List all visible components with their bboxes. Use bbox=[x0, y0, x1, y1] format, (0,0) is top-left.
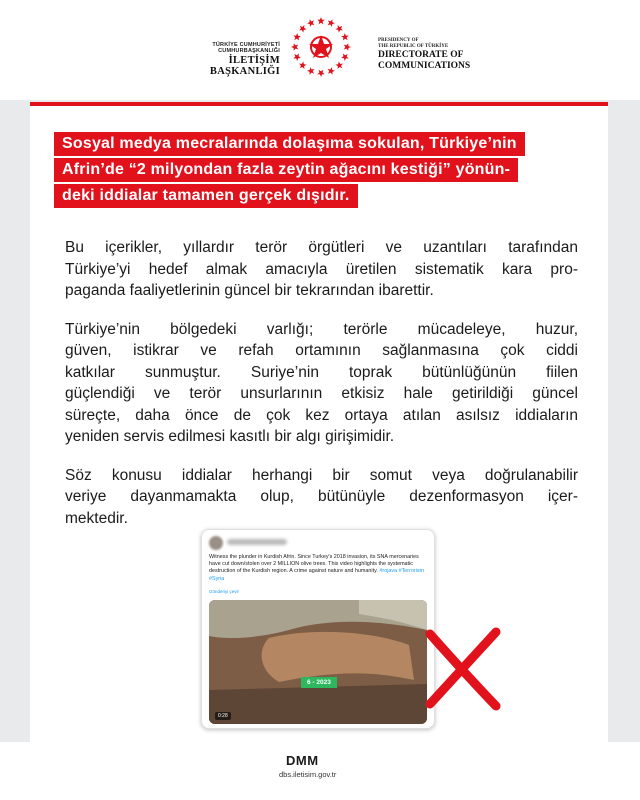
dmm-url: dbs.iletisim.gov.tr bbox=[279, 770, 337, 779]
emblem-star-icon bbox=[344, 43, 351, 51]
tweet-text bbox=[209, 554, 429, 583]
paragraph-line: Söz konusu iddialar herhangi bir somut veya doğrulanabilir bbox=[65, 466, 578, 484]
emblem-star-icon bbox=[307, 67, 314, 75]
emblem-star-icon bbox=[341, 54, 349, 61]
tweet-aerial-image bbox=[209, 600, 427, 724]
presidential-emblem-icon bbox=[288, 14, 354, 80]
paragraph-line: paganda faaliyetlerinin güncel bir tekrarından ibarettir. bbox=[65, 282, 434, 299]
paragraph-line: Türkiye’nin bölgedeki varlığı; terörle mücadeleye, huzur, bbox=[65, 320, 578, 338]
statement-body bbox=[65, 237, 578, 546]
paragraph-line: Bu içerikler, yıllardır terör örgütleri ve uzantıları tarafından bbox=[65, 239, 578, 256]
aerial-photo-illustration bbox=[209, 600, 427, 724]
emblem-star-icon bbox=[293, 33, 301, 40]
header-right-title-2: COMMUNICATIONS bbox=[378, 61, 471, 71]
headline-line-1: Sosyal medya mecralarında dolaşıma sokulan, Türkiye’nin bbox=[54, 132, 525, 156]
header-right-title-1: DIRECTORATE OF bbox=[378, 50, 464, 60]
paragraph-line: Türkiye’yi hedef almak amacıyla üretilen sistematik kara pro- bbox=[65, 260, 578, 278]
emblem-star-icon bbox=[328, 67, 335, 75]
emblem-star-icon bbox=[341, 33, 349, 40]
header-right-subtitle-2: THE REPUBLIC OF TÜRKİYE bbox=[378, 44, 449, 49]
paragraph-line: veriye dayanmamakta olup, bütünüyle dezenformasyon içer- bbox=[65, 488, 578, 505]
tweet-screenshot bbox=[201, 529, 435, 729]
header-right-logotype bbox=[378, 38, 518, 72]
header-left-subtitle: TÜRKİYE CUMHURİYETİ CUMHURBAŞKANLIĞI bbox=[212, 42, 280, 54]
emblem-star-icon bbox=[291, 43, 298, 51]
blurred-username bbox=[227, 539, 287, 545]
paragraph-line: güven, istikrar ve refah ortamının sağlanmasına çok ciddi bbox=[65, 342, 578, 359]
red-cross-icon bbox=[416, 622, 508, 714]
emblem-star-icon bbox=[293, 54, 301, 61]
footer bbox=[0, 742, 640, 800]
headline-line-3: deki iddialar tamamen gerçek dışıdır. bbox=[54, 184, 358, 208]
header-left-title: İLETİŞİM BAŞKANLIĞI bbox=[209, 55, 280, 77]
image-date-badge: 6 - 2023 bbox=[301, 677, 337, 688]
emblem-star-icon bbox=[299, 61, 307, 69]
paragraph-2 bbox=[65, 319, 578, 448]
tweet-translate-link: Gönderiyi çevir bbox=[209, 589, 240, 594]
paragraph-1 bbox=[65, 237, 578, 302]
emblem-star-icon bbox=[307, 19, 314, 27]
emblem-star-icon bbox=[317, 17, 325, 24]
tweet-hashtags: #rojava #Terrorism #Syria bbox=[209, 568, 425, 582]
video-duration: 0:28 bbox=[215, 712, 231, 720]
header-right-subtitle-1: PRESIDENCY OF bbox=[378, 38, 419, 43]
emblem-star-icon bbox=[299, 25, 307, 33]
header bbox=[0, 0, 640, 100]
paragraph-line: güçlendiği ve terör unsurlarının etkisiz hale getirildiği güncel bbox=[65, 385, 578, 402]
paragraph-line: mektedir. bbox=[65, 509, 128, 527]
paragraph-3 bbox=[65, 465, 578, 530]
emblem-star-icon bbox=[335, 61, 343, 69]
tweet-body: Witness the plunder in Kurdish Afrin. Since Turkey's 2018 invasion, its SNA mercenaries have cut down/stolen over 2 MILLION olive trees. This video highlights the systematic destruction of the Kurdish region. A crime against nature and humanity. bbox=[209, 554, 419, 575]
dmm-logo: DMM bbox=[286, 753, 319, 768]
emblem-star-icon bbox=[335, 25, 343, 33]
statement-card bbox=[30, 102, 608, 742]
header-left-logotype bbox=[162, 42, 280, 77]
card-top-accent bbox=[30, 102, 608, 106]
headline-line-2: Afrin’de “2 milyondan fazla zeytin ağacını kestiği” yönün- bbox=[54, 158, 518, 182]
headline bbox=[54, 132, 594, 210]
paragraph-line: yeniden servis edilmesi kasıtlı bir algı girişimidir. bbox=[65, 428, 395, 445]
blurred-avatar bbox=[209, 536, 223, 550]
paragraph-line: süreçte, daha önce de çok kez ortaya atılan asılsız iddiaların bbox=[65, 406, 578, 424]
emblem-star-icon bbox=[317, 70, 325, 77]
paragraph-line: katkılar sunmuştur. Suriye’nin toprak bütünlüğünün fiilen bbox=[65, 363, 578, 381]
emblem-star-icon bbox=[328, 19, 335, 27]
